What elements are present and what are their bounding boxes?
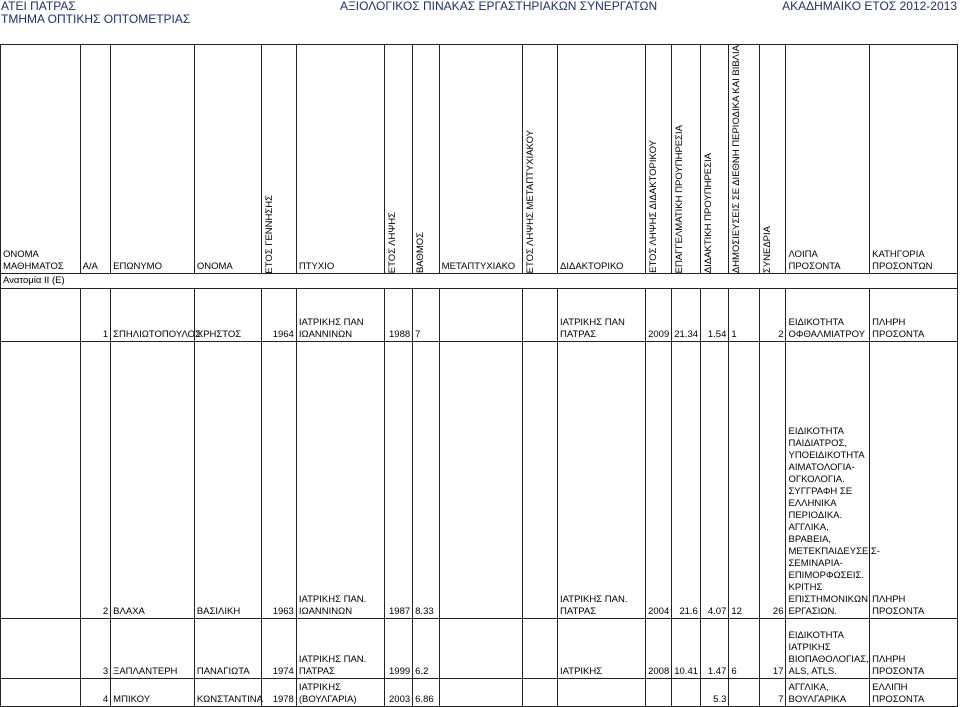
cell-surname: ΣΠΗΛΙΩΤΟΠΟΥΛΟΣ: [111, 289, 195, 342]
document-title: ΑΞΙΟΛΟΓΙΚΟΣ ΠΙΝΑΚΑΣ ΕΡΓΑΣΤΗΡΙΑΚΩΝ ΣΥΝΕΡΓΑΤΩΝ: [340, 0, 658, 13]
page-header: [0, 0, 960, 30]
course-name: Ανατομία ΙΙ (Ε): [1, 274, 958, 289]
col-conferences: [759, 45, 786, 274]
cell-degree: ΙΑΤΡΙΚΗΣ ΠΑΝ. ΙΩΑΝΝΙΝΩΝ: [296, 342, 384, 619]
col-birth-year: [262, 45, 297, 274]
cell-masters-year: [523, 619, 558, 679]
course-row: [1, 274, 958, 289]
col-phd-year-label: ΕΤΟΣ ΛΗΨΗΣ ΔΙΔΑΚΤΟΡΙΚΟΥ: [647, 140, 659, 274]
col-other: ΛΟΙΠΑ ΠΡΟΣΟΝΤΑ: [786, 45, 870, 274]
cell-birth-year: 1964: [262, 289, 297, 342]
col-masters: ΜΕΤΑΠΤΥΧΙΑΚΟ: [439, 45, 523, 274]
cell-teaching: 1.47: [700, 619, 729, 679]
cell-teaching: 5.3: [700, 679, 729, 707]
cell-conferences: 17: [759, 619, 786, 679]
cell-grade: 6.2: [413, 619, 440, 679]
col-publications-label: ΔΗΜΟΣΙΕΥΣΕΙΣ ΣΕ ΔΙΕΘΝΗ ΠΕΡΙΟΔΙΚΑ ΚΑΙ ΒΙΒΛΙΑ: [731, 45, 743, 274]
col-teaching: [700, 45, 729, 274]
cell-category: ΠΛΗΡΗ ΠΡΟΣΟΝΤΑ: [870, 619, 958, 679]
cell-degree-year: 2003: [384, 679, 413, 707]
cell-course: [1, 679, 81, 707]
cell-teaching: 4.07: [700, 342, 729, 619]
col-category: ΚΑΤΗΓΟΡΙΑ ΠΡΟΣΟΝΤΩΝ: [870, 45, 958, 274]
col-aa: Α/Α: [80, 45, 111, 274]
table-row: [1, 619, 958, 679]
cell-conferences: 7: [759, 679, 786, 707]
col-degree-year: [384, 45, 413, 274]
cell-degree-year: 1988: [384, 289, 413, 342]
cell-phd: ΙΑΤΡΙΚΗΣ: [558, 619, 646, 679]
col-grade-label: ΒΑΘΜΟΣ: [415, 232, 427, 274]
cell-other: ΕΙΔΙΚΟΤΗΤΑ ΙΑΤΡΙΚΗΣ ΒΙΟΠΑΘΟΛΟΓΙΑΣ, ALS, ATLS.: [786, 619, 870, 679]
cell-grade: 6.86: [413, 679, 440, 707]
cell-masters-year: [523, 289, 558, 342]
cell-aa: 2: [80, 342, 111, 619]
cell-masters: [439, 619, 523, 679]
cell-professional: 21.6: [672, 342, 701, 619]
cell-phd: [558, 679, 646, 707]
cell-phd: ΙΑΤΡΙΚΗΣ ΠΑΝ ΠΑΤΡΑΣ: [558, 289, 646, 342]
cell-conferences: 26: [759, 342, 786, 619]
cell-name: ΧΡΗΣΤΟΣ: [194, 289, 261, 342]
cell-name: ΒΑΣΙΛΙΚΗ: [194, 342, 261, 619]
academic-year: ΑΚΑΔΗΜΑΙΚΟ ΕΤΟΣ 2012-2013: [782, 0, 957, 13]
department-name: ΤΜΗΜΑ ΟΠΤΙΚΗΣ ΟΠΤΟΜΕΤΡΙΑΣ: [1, 12, 191, 26]
cell-phd: ΙΑΤΡΙΚΗΣ ΠΑΝ. ΠΑΤΡΑΣ: [558, 342, 646, 619]
cell-name: ΚΩΝΣΤΑΝΤΙΝΑ: [194, 679, 261, 707]
cell-category: ΠΛΗΡΗ ΠΡΟΣΟΝΤΑ: [870, 342, 958, 619]
cell-surname: ΒΛΑΧΑ: [111, 342, 195, 619]
cell-birth-year: 1963: [262, 342, 297, 619]
col-phd: ΔΙΔΑΚΤΟΡΙΚΟ: [558, 45, 646, 274]
cell-aa: 4: [80, 679, 111, 707]
column-header-row: [1, 45, 958, 274]
cell-category: ΕΛΛΙΠΗ ΠΡΟΣΟΝΤΑ: [870, 679, 958, 707]
table-row: [1, 679, 958, 707]
col-professional: [672, 45, 701, 274]
col-birth-year-label: ΕΤΟΣ ΓΕΝΝΗΣΗΣ: [264, 194, 276, 274]
cell-phd-year: 2008: [645, 619, 672, 679]
cell-professional: 10.41: [672, 619, 701, 679]
table-row: [1, 342, 958, 619]
cell-degree: ΙΑΤΡΙΚΗΣ ΠΑΝ ΙΩΑΝΝΙΝΩΝ: [296, 289, 384, 342]
evaluation-table: [0, 44, 958, 707]
cell-other: ΕΙΔΙΚΟΤΗΤΑ ΟΦΘΑΛΜΙΑΤΡΟΥ: [786, 289, 870, 342]
cell-category: ΠΛΗΡΗ ΠΡΟΣΟΝΤΑ: [870, 289, 958, 342]
cell-degree-year: 1999: [384, 619, 413, 679]
cell-grade: 7: [413, 289, 440, 342]
col-surname: ΕΠΩΝΥΜΟ: [111, 45, 195, 274]
cell-other: ΕΙΔΙΚΟΤΗΤΑ ΠΑΙΔΙΑΤΡΟΣ, ΥΠΟΕΙΔΙΚΟΤΗΤΑ ΑΙΜΑΤΟΛΟΓΙΑ- ΟΓΚΟΛΟΓΙΑ. ΣΥΓΓΡΑΦΗ ΣΕ ΕΛΛΗΝΙΚΑ ΠΕΡΙΟΔΙΚΑ. ΑΓΓΛΙΚΑ, ΒΡΑΒΕΙΑ, ΜΕΤΕΚΠΑΙΔΕΥΣΕΙΣ- ΣΕΜΙΝΑΡΙΑ- ΕΠΙΜΟΡΦΩΣΕΙΣ. ΚΡΙΤΗΣ ΕΠΙΣΤΗΜΟΝΙΚΩΝ ΕΡΓΑΣΙΩΝ.: [786, 342, 870, 619]
cell-masters: [439, 289, 523, 342]
cell-professional: 21.34: [672, 289, 701, 342]
cell-birth-year: 1978: [262, 679, 297, 707]
cell-birth-year: 1974: [262, 619, 297, 679]
col-degree-year-label: ΕΤΟΣ ΛΗΨΗΣ: [386, 211, 398, 274]
col-masters-year: [523, 45, 558, 274]
col-professional-label: ΕΠΑΓΓΕΛΜΑΤΙΚΗ ΠΡΟΥΠΗΡΕΣΙΑ: [674, 124, 686, 274]
cell-phd-year: [645, 679, 672, 707]
col-degree: ΠΤΥΧΙΟ: [296, 45, 384, 274]
cell-phd-year: 2009: [645, 289, 672, 342]
col-conferences-label: ΣΥΝΕΔΡΙΑ: [761, 226, 773, 274]
cell-course: [1, 342, 81, 619]
cell-teaching: 1.54: [700, 289, 729, 342]
col-grade: [413, 45, 440, 274]
col-teaching-label: ΔΙΔΑΚΤΙΚΗ ΠΡΟΥΠΗΡΕΣΙΑ: [702, 153, 714, 274]
cell-masters-year: [523, 679, 558, 707]
cell-professional: [672, 679, 701, 707]
cell-aa: 3: [80, 619, 111, 679]
institution-name: ΑΤΕΙ ΠΑΤΡΑΣ: [1, 0, 76, 13]
cell-grade: 8.33: [413, 342, 440, 619]
col-publications: [729, 45, 760, 274]
cell-degree: ΙΑΤΡΙΚΗΣ (ΒΟΥΛΓΑΡΙΑ): [296, 679, 384, 707]
col-name: ΟΝΟΜΑ: [194, 45, 261, 274]
cell-surname: ΞΑΠΛΑΝΤΕΡΗ: [111, 619, 195, 679]
cell-name: ΠΑΝΑΓΙΩΤΑ: [194, 619, 261, 679]
cell-degree: ΙΑΤΡΙΚΗΣ ΠΑΝ. ΠΑΤΡΑΣ: [296, 619, 384, 679]
cell-phd-year: 2004: [645, 342, 672, 619]
cell-degree-year: 1987: [384, 342, 413, 619]
cell-masters-year: [523, 342, 558, 619]
table-row: [1, 289, 958, 342]
cell-course: [1, 619, 81, 679]
cell-surname: ΜΠΙΚΟΥ: [111, 679, 195, 707]
cell-aa: 1: [80, 289, 111, 342]
col-masters-year-label: ΕΤΟΣ ΛΗΨΗΣ ΜΕΤΑΠΤΥΧΙΑΚΟΥ: [525, 129, 537, 274]
cell-other: ΑΓΓΛΙΚΑ, ΒΟΥΛΓΑΡΙΚΑ: [786, 679, 870, 707]
institution-block: [1, 0, 190, 26]
cell-publications: 6: [729, 619, 760, 679]
cell-masters: [439, 342, 523, 619]
cell-publications: [729, 679, 760, 707]
cell-conferences: 2: [759, 289, 786, 342]
cell-course: [1, 289, 81, 342]
cell-publications: 1: [729, 289, 760, 342]
cell-publications: 12: [729, 342, 760, 619]
col-course: ΟΝΟΜΑ ΜΑΘΗΜΑΤΟΣ: [1, 45, 81, 274]
col-phd-year: [645, 45, 672, 274]
cell-masters: [439, 679, 523, 707]
